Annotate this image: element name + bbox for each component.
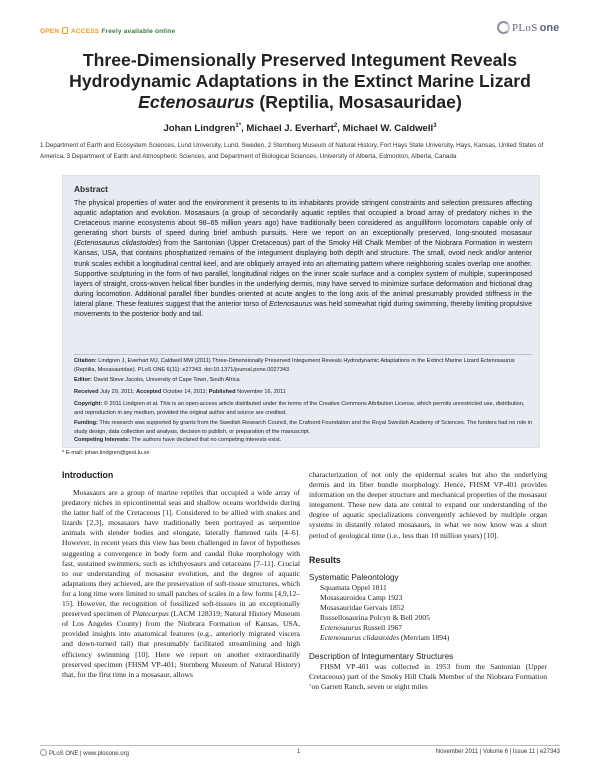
author-1: Johan Lindgren — [163, 123, 236, 135]
description-paragraph: FHSM VP-401 was collected in 1953 from the Santonian (Upper Cretaceous) part of the Smoky Hill Chalk Member of the Niobrara Formation ‘on Garrett Ranch, seven or eight miles — [309, 662, 547, 692]
funding-label: Funding: — [74, 420, 98, 426]
funding — [74, 419, 534, 436]
taxon-name: Mosasauroidea — [320, 592, 366, 602]
page-number: 1 — [297, 749, 301, 755]
abstract-text-a: The physical properties of water and the environment it presents to its inhabitants provide stringent constraints and selection pressures affecting aquatic adaptation and evolution. Mosasaurs (a group of secondarily aquatic reptiles that occupied a broad array of predatory niches in the Cretaceous marine ecosystems about 98–65 million years ago) have traditionally been considered as anguilliform locomotors capable only of generating short bursts of speed during brief ambush pursuits. Here we report on an exceptionally preserved, long-snouted mosasaur ( — [74, 200, 532, 248]
competing-text: The authors have declared that no competing interests exist. — [129, 437, 282, 443]
intro-genus: Platecarpus — [132, 609, 169, 619]
published-date: November 16, 2011 — [235, 389, 286, 395]
intro-text-a: Mosasaurs are a group of marine reptiles that occupied a wide array of predatory niches in epicontinental seas and shallow oceans worldwide during the latter half of the Cretaceous [1]. Considered to be allied with snakes and lizards [2,3], mosasaurs have traditionally been portrayed as serpentine animals with slender bodies and elongate, laterally flattened tails [4–6]. However, in recent years this view has been challenged in favor of hypotheses suggesting a convergence in body form and caudal fluke morphology with fast, sustained swimmers, such as ichthyosaurs and cetaceans [7–11]. Crucial to our understanding of mosasaur evolution, and the degree of aquatic adaptations they achieved, are the preservation of soft-tissue structures, which for a long time were limited to small patches of scales in a few forms [4,9,12–15]. However, the recognition of fossilized soft-tissues in an exceptionally preserved specimen of — [62, 488, 300, 619]
competing-interests — [74, 436, 534, 445]
introduction-paragraph — [62, 488, 300, 680]
title-genus: Ectenosaurus — [138, 92, 255, 112]
author-2: Michael J. Everhart — [246, 123, 334, 135]
editor-text: David Steve Jacobs, University of Cape Town, South Africa — [92, 377, 240, 383]
page-footer — [40, 749, 560, 759]
accepted-label: Accepted — [136, 389, 162, 395]
title-line-2: Hydrodynamic Adaptations in the Extinct Marine Lizard — [69, 71, 531, 91]
taxon-name: Ectenosaurus clidastoides — [320, 633, 400, 643]
open-access-lock-icon — [62, 27, 68, 34]
description-heading: Description of Integumentary Structures — [309, 652, 454, 662]
abstract-divider — [74, 354, 532, 355]
accepted-date: October 14, 2011; — [161, 389, 209, 395]
citation — [74, 357, 534, 374]
author-3-sup: 3 — [433, 123, 437, 129]
footer-rule — [40, 745, 560, 746]
author-3: Michael W. Caldwell — [342, 123, 434, 135]
received-date: July 29, 2011; — [98, 389, 137, 395]
taxon-item — [309, 593, 547, 603]
taxon-item — [309, 623, 547, 633]
taxon-name: Squamata — [320, 582, 350, 592]
plos-one-logo — [497, 21, 559, 34]
footer-issue: November 2011 | Volume 6 | Issue 11 | e27343 — [435, 749, 560, 755]
intro-text-b: (LACM 128319; Natural History Museum of Los Angeles County) from the Niobrara Formation of Kansas, USA, provided insights into anatomical features (e.g., anteriorly migrated viscera and down-turned tail) that presumably facilitated streamlining and high efficiency swimming [10]. Here we report on another extraordinarily preserved specimen (FHSM VP-401; Sternberg Museum of Natural History) that, for the first time in a mosasaur, allows — [62, 609, 300, 679]
taxon-authority: (Merriam 1894) — [399, 633, 450, 643]
article-title — [40, 50, 560, 113]
editor — [74, 376, 534, 385]
footer-journal — [40, 749, 129, 757]
taxon-name: Mosasauridae — [320, 602, 362, 612]
footer-url[interactable]: www.plosone.org — [83, 751, 129, 757]
published-label: Published — [208, 389, 236, 395]
abstract-heading: Abstract — [74, 184, 108, 194]
title-rest: (Reptilia, Mosasauridae) — [254, 92, 462, 112]
logo-plos-text: PLoS — [512, 21, 538, 34]
affiliations: 1 Department of Earth and Ecosystem Sciences, Lund University, Lund, Sweden, 2 Sternberg Museum of Natural History, Fort Hays State University, Hays, Kansas, United States of America, 3 Department of Earth and Atmospheric Sciences, and Department of Biological Sciences, University of Alberta, Edmonton, Alberta, Canada — [40, 142, 544, 160]
access-label: ACCESS — [71, 28, 100, 35]
taxon-authority: Russell 1967 — [361, 623, 403, 633]
right-column — [309, 470, 547, 693]
copyright — [74, 400, 534, 417]
taxon-authority: Camp 1923 — [365, 592, 403, 602]
taxon-list — [309, 583, 547, 644]
plos-small-icon — [40, 749, 47, 756]
footer-sep: | — [78, 751, 84, 757]
taxon-authority: Polcyn & Bell 2005 — [367, 612, 430, 622]
title-line-1: Three-Dimensionally Preserved Integument Reveals — [82, 50, 518, 70]
taxon-item — [309, 613, 547, 623]
plos-swirl-icon — [497, 21, 510, 34]
citation-text: Lindgren J, Everhart MJ, Caldwell MW (2011) Three-Dimensionally Preserved Integument Reveals Hydrodynamic Adaptations in the Extinct Marine Lizard Ectenosaurus (Reptilia, Mosasauridae). PLoS ONE 6(11): e27343. doi:10.1371/journal.pone.0027343 — [74, 358, 515, 373]
abstract-text-b: ) from the Santonian (Upper Cretaceous) part of the Smoky Hill Chalk Member of the Niobrara Formation in western Kansas, USA, that contains phosphatized remains of the integument displaying both depth and structure. The small, ovoid neck and/or anterior trunk scales exhibit a longitudinal central keel, and are obliquely arrayed into an alternating pattern where neighboring scales overlap one another. Supportive sculpturing in the form of two parallel, longitudinal ridges on the inner scale surface and a complex system of multiple, superimposed layers of straight, cross-woven helical fiber bundles in the underlying dermis, may have served to minimize surface deformation and frictional drag during locomotion. Additional parallel fiber bundles oriented at acute angles to the long axis of the animal presumably provided stiffness in the lateral plane. These features suggest that the anterior torso of — [74, 240, 532, 308]
funding-text: This research was supported by grants from the Swedish Research Council, the Crafoord Foundation and the Royal Swedish Academy of Sciences. The funders had no role in study design, data collection and analysis, decision to publish, or preparation of the manuscript. — [74, 420, 533, 435]
title-line-3 — [40, 92, 560, 113]
introduction-heading: Introduction — [62, 470, 114, 480]
copyright-label: Copyright: — [74, 401, 103, 407]
abstract-box — [62, 175, 540, 448]
citation-label: Citation: — [74, 358, 97, 364]
editor-label: Editor: — [74, 377, 93, 383]
freely-available-label: Freely available online — [101, 28, 176, 35]
open-label: OPEN — [40, 28, 60, 35]
author-1-sup: 1* — [235, 123, 242, 129]
abstract-genus: Ectenosaurus — [269, 300, 313, 308]
taxon-authority: Gervais 1852 — [361, 602, 405, 612]
abstract-text-c: was held somewhat rigid during swimming, thereby limiting propulsive movements to the posterior body and tail. — [74, 300, 532, 319]
taxon-authority: Oppel 1811 — [349, 582, 387, 592]
taxon-item — [309, 603, 547, 613]
results-heading: Results — [309, 554, 341, 565]
email: * E-mail: johan.lindgren@geol.lu.se — [62, 450, 150, 456]
taxon-item — [309, 633, 547, 643]
copyright-text: © 2011 Lindgren et al. This is an open-access article distributed under the terms of the Creative Commons Attribution License, which permits unrestricted use, distribution, and reproduction in any medium, provided the original author and source are credited. — [74, 401, 525, 416]
open-access-banner — [40, 27, 175, 35]
left-column — [62, 470, 300, 680]
taxon-name: Russellosaurina — [320, 612, 368, 622]
systematic-paleontology-heading: Systematic Paleontology — [309, 572, 399, 582]
received-label: Received — [74, 389, 99, 395]
footer-journal-name: PLoS ONE — [49, 751, 79, 757]
intro-continued-paragraph: characterization of not only the epidermal scales but also the underlying dermis and its fiber bundle morphology. Hence, FHSM VP-401 provides information on the deeper structure and mechanical properties of the mosasaur integument. These new data are central to expand our understanding of the degree of aquatic specializations convergently achieved by multiple organ systems in distantly related mosasaurs, in what we now know was a short period of geological time (i.e., less than 10 million years) [10]. — [309, 470, 547, 540]
logo-one-text: one — [539, 21, 560, 34]
taxon-name: Ectenosaurus — [320, 623, 362, 633]
abstract-text — [74, 199, 532, 320]
competing-label: Competing Interests: — [74, 437, 130, 443]
abstract-species: Ectenosaurus clidastoides — [76, 240, 159, 248]
author-list: Johan Lindgren$^{1*}$, Michael J. Everhart$^2$, Michael W. Caldwell$^3$ — [163, 123, 437, 135]
author-2-sup: 2 — [333, 123, 338, 129]
taxon-item — [309, 583, 547, 593]
dates — [74, 388, 534, 397]
